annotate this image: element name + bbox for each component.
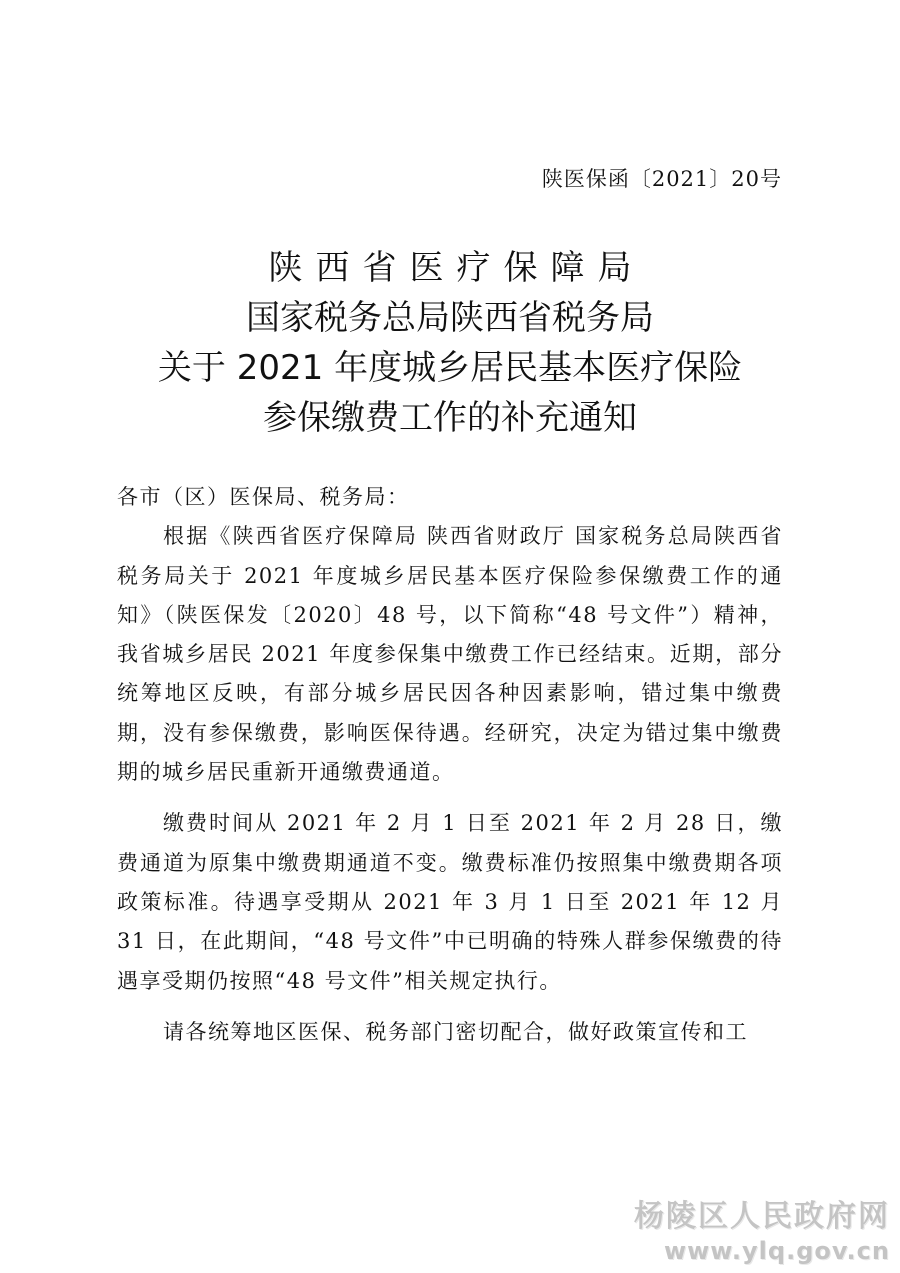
document-number: 陕医保函〔2021〕20号: [541, 167, 782, 191]
title-line-subject-2: 参保缴费工作的补充通知: [263, 398, 637, 438]
title-line-issuer-2: 国家税务总局陕西省税务局: [246, 298, 654, 338]
paragraph-requirements: 请各统筹地区医保、税务部门密切配合，做好政策宣传和工: [163, 1019, 748, 1044]
document-title: [0, 243, 900, 443]
paragraph-payment-period: 缴费时间从 2021 年 2 月 1 日至 2021 年 2 月 28 日，缴费通道为原集中缴费期通道不变。缴费标准仍按照集中缴费期各项政策标准。待遇享受期从 2021 年 3 月 1 日至 2021 年 12 月 31 日，在此期间，“48 号文件”中已明确的特殊人群参保缴费的待遇享受期仍按照“48 号文件”相关规定执行。: [117, 811, 783, 993]
watermark-site-name: 杨陵区人民政府网: [634, 1199, 890, 1234]
watermark-url: www.ylq.gov.cn: [663, 1237, 890, 1265]
title-line-subject-1: 关于 2021 年度城乡居民基本医疗保险: [157, 348, 743, 388]
salutation: 各市（区）医保局、税务局：: [117, 485, 410, 509]
title-line-issuer-1: 陕西省医疗保障局: [268, 248, 645, 288]
document-body: [117, 478, 783, 1064]
paragraph-background: 根据《陕西省医疗保障局 陕西省财政厅 国家税务总局陕西省税务局关于 2021 年度城乡居民基本医疗保险参保缴费工作的通知》（陕医保发〔2020〕48 号，以下简称“48 号文件”）精神，我省城乡居民 2021 年度参保集中缴费工作已经结束。近期，部分统筹地区反映，有部分城乡居民因各种因素影响，错过集中缴费期，没有参保缴费，影响医保待遇。经研究，决定为错过集中缴费期的城乡居民重新开通缴费通道。: [117, 524, 783, 785]
site-watermark: [634, 1198, 890, 1266]
